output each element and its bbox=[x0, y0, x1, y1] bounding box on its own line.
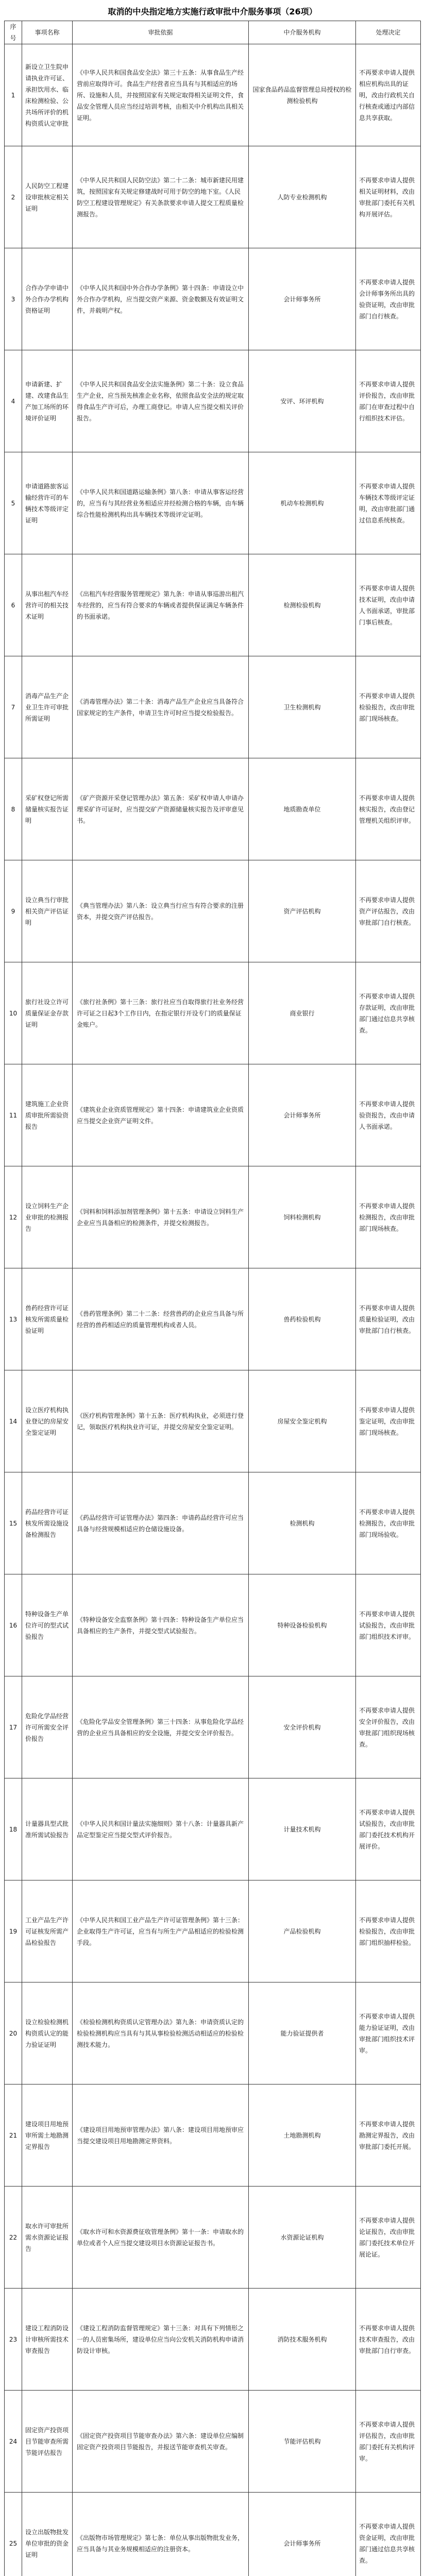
approval-basis: 《特种设备安全监察条例》第十四条：特种设备生产单位应当具备相应的生产条件，并提交型式试验报告。 bbox=[73, 1574, 249, 1676]
row-number: 5 bbox=[5, 452, 22, 554]
handling-decision: 不再要求申请人提供相应机构出具的证明，改由行政机关自行核查或通过内部信息共享获取。 bbox=[356, 44, 421, 146]
row-number: 9 bbox=[5, 860, 22, 962]
approval-basis: 《中华人民共和国道路运输条例》第八条：申请从事客运经营的，应当有与其经营业务相适应并经检测合格的车辆，由车辆综合性能检测机构出具车辆技术等级评定证明。 bbox=[73, 452, 249, 554]
table-row bbox=[5, 350, 421, 452]
row-number: 21 bbox=[5, 2084, 22, 2187]
handling-decision: 不再要求申请人提供存款证明，改由审批部门通过信息共享核查。 bbox=[356, 962, 421, 1064]
item-name: 计量器具型式批准所需试验报告 bbox=[22, 1778, 73, 1880]
items-table bbox=[4, 21, 421, 2576]
row-number: 6 bbox=[5, 554, 22, 656]
table-row bbox=[5, 1676, 421, 1778]
handling-decision: 不再要求申请人提供核实报告，改由登记管理机关组织评审。 bbox=[356, 758, 421, 860]
handling-decision: 不再要求申请人提供相关证明材料，改由审批部门委托有关机构开展评估。 bbox=[356, 146, 421, 248]
service-institution: 地质勘查单位 bbox=[249, 758, 356, 860]
row-number: 4 bbox=[5, 350, 22, 452]
table-body bbox=[5, 44, 421, 2576]
item-name: 建设工程消防设计审核所需技术审查报告 bbox=[22, 2289, 73, 2391]
table-row bbox=[5, 44, 421, 146]
service-institution: 水资源论证机构 bbox=[249, 2187, 356, 2289]
service-institution: 兽药检验机构 bbox=[249, 1268, 356, 1370]
handling-decision: 不再要求申请人提供检测报告，改由审批部门现场验收。 bbox=[356, 1472, 421, 1574]
service-institution: 土地勘测机构 bbox=[249, 2084, 356, 2187]
item-name: 设立饲料生产企业审批的检测报告 bbox=[22, 1166, 73, 1268]
item-name: 工业产品生产许可证核发所需产品检验报告 bbox=[22, 1880, 73, 1982]
table-header bbox=[5, 21, 421, 44]
service-institution: 会计师事务所 bbox=[249, 248, 356, 350]
table-row bbox=[5, 1268, 421, 1370]
approval-basis: 《矿产资源开采登记管理办法》第五条：采矿权申请人申请办理采矿许可证时，应当提交矿产资源储量核实报告及评审意见书。 bbox=[73, 758, 249, 860]
handling-decision: 不再要求申请人提供评估报告，改由审批部门委托有关机构评审。 bbox=[356, 2391, 421, 2493]
item-name: 人民防空工程建设审批核定相关证明 bbox=[22, 146, 73, 248]
item-name: 兽药经营许可证核发所需质量检验证明 bbox=[22, 1268, 73, 1370]
approval-basis: 《取水许可和水资源费征收管理条例》第十一条：申请取水的单位或者个人应当提交建设项目水资源论证报告书。 bbox=[73, 2187, 249, 2289]
row-number: 19 bbox=[5, 1880, 22, 1982]
approval-basis: 《检验检测机构资质认定管理办法》第九条：申请资质认定的检验检测机构应当具有与其从事检验检测活动相适应的检验检测技术能力。 bbox=[73, 1982, 249, 2084]
handling-decision: 不再要求申请人提供检测报告，改由审批部门现场核查。 bbox=[356, 1166, 421, 1268]
row-number: 13 bbox=[5, 1268, 22, 1370]
row-number: 3 bbox=[5, 248, 22, 350]
row-number: 22 bbox=[5, 2187, 22, 2289]
table-row bbox=[5, 656, 421, 758]
item-name: 采矿权登记所需储量核实报告证明 bbox=[22, 758, 73, 860]
item-name: 设立检验检测机构资质认定的能力验证证明 bbox=[22, 1982, 73, 2084]
table-row bbox=[5, 2289, 421, 2391]
handling-decision: 不再要求申请人提供勘测定界报告，改由审批部门委托开展。 bbox=[356, 2084, 421, 2187]
item-name: 固定资产投资项目节能审查所需节能评估报告 bbox=[22, 2391, 73, 2493]
approval-basis: 《固定资产投资项目节能审查办法》第六条：建设单位应编制固定资产投资项目节能报告，并报送节能审查机关审查。 bbox=[73, 2391, 249, 2493]
service-institution: 房屋安全鉴定机构 bbox=[249, 1370, 356, 1472]
service-institution: 人防专业检测机构 bbox=[249, 146, 356, 248]
handling-decision: 不再要求申请人提供质量检验证明，改由审批部门自行核查。 bbox=[356, 1268, 421, 1370]
item-name: 设立典当行审批相关资产评估证明 bbox=[22, 860, 73, 962]
table-row bbox=[5, 2187, 421, 2289]
item-name: 药品经营许可证核发所需设施设备检测报告 bbox=[22, 1472, 73, 1574]
service-institution: 机动车检测机构 bbox=[249, 452, 356, 554]
handling-decision: 不再要求申请人提供技术审查报告，改由审批部门自行审查。 bbox=[356, 2289, 421, 2391]
service-institution: 卫生检测机构 bbox=[249, 656, 356, 758]
item-name: 设立出版物批发单位审批的资金证明 bbox=[22, 2493, 73, 2576]
approval-basis: 《中华人民共和国工业产品生产许可证管理条例》第十三条：企业取得生产许可证，应当有与所生产产品相适应的检验检测手段。 bbox=[73, 1880, 249, 1982]
item-name: 申请新建、扩建、改建食品生产加工场所的环境评价证明 bbox=[22, 350, 73, 452]
table-row bbox=[5, 2084, 421, 2187]
item-name: 旅行社设立许可质量保证金存款证明 bbox=[22, 962, 73, 1064]
row-number: 11 bbox=[5, 1064, 22, 1166]
item-name: 特种设备生产单位许可的型式试验报告 bbox=[22, 1574, 73, 1676]
handling-decision: 不再要求申请人提供验资报告，改由申请人书面承诺。 bbox=[356, 1064, 421, 1166]
handling-decision: 不再要求申请人提供会计师事务所出具的验资证明，改由审批部门自行核查。 bbox=[356, 248, 421, 350]
table-row bbox=[5, 554, 421, 656]
table-row bbox=[5, 1880, 421, 1982]
service-institution: 检测检验机构 bbox=[249, 554, 356, 656]
item-name: 建筑施工企业资质审批所需验资报告 bbox=[22, 1064, 73, 1166]
approval-basis: 《中华人民共和国食品安全法》第三十五条：从事食品生产经营前应取得许可。食品生产经营者应当具有与其相适应的场所、设施和人员，并按照国家有关规定取得相关证明文件，食品安全管理人员应当经过培训考核，由相关中介机构出具相关证明。 bbox=[73, 44, 249, 146]
service-institution: 商业银行 bbox=[249, 962, 356, 1064]
row-number: 18 bbox=[5, 1778, 22, 1880]
approval-basis: 《中华人民共和国人民防空法》第二十二条：城市新建民用建筑，按照国家有关规定修建战时可用于防空的地下室。《人民防空工程建设管理规定》有关条款要求申请人提交工程质量检测报告。 bbox=[73, 146, 249, 248]
row-number: 10 bbox=[5, 962, 22, 1064]
item-name: 合作办学申请中外合作办学机构资格证明 bbox=[22, 248, 73, 350]
service-institution: 饲料检测机构 bbox=[249, 1166, 356, 1268]
service-institution: 会计师事务所 bbox=[249, 2493, 356, 2576]
service-institution: 会计师事务所 bbox=[249, 1064, 356, 1166]
item-name: 建设项目用地预审所需土地勘测定界报告 bbox=[22, 2084, 73, 2187]
table-row bbox=[5, 1472, 421, 1574]
table-row bbox=[5, 1064, 421, 1166]
item-name: 设立医疗机构执业登记的房屋安全鉴定证明 bbox=[22, 1370, 73, 1472]
approval-basis: 《兽药管理条例》第二十二条：经营兽药的企业应当具备与所经营的兽药相适应的质量管理机构或者人员。 bbox=[73, 1268, 249, 1370]
header-name: 事项名称 bbox=[22, 21, 73, 44]
approval-basis: 《医疗机构管理条例》第十五条：医疗机构执业，必须进行登记，领取医疗机构执业许可证，并提交房屋安全鉴定证明。 bbox=[73, 1370, 249, 1472]
row-number: 14 bbox=[5, 1370, 22, 1472]
approval-basis: 《旅行社条例》第十三条：旅行社应当自取得旅行社业务经营许可证之日起3个工作日内，在指定银行开设专门的质量保证金账户。 bbox=[73, 962, 249, 1064]
approval-basis: 《建筑业企业资质管理规定》第十四条：申请建筑业企业资质应当提交企业资产证明文件。 bbox=[73, 1064, 249, 1166]
header-institution: 中介服务机构 bbox=[249, 21, 356, 44]
row-number: 25 bbox=[5, 2493, 22, 2576]
row-number: 15 bbox=[5, 1472, 22, 1574]
row-number: 24 bbox=[5, 2391, 22, 2493]
item-name: 危险化学品经营许可所需安全评价报告 bbox=[22, 1676, 73, 1778]
handling-decision: 不再要求申请人提供论证报告，改由审批部门委托技术单位开展论证。 bbox=[356, 2187, 421, 2289]
item-name: 从事出租汽车经营许可的相关技术证明 bbox=[22, 554, 73, 656]
item-name: 取水许可审批所需水资源论证报告 bbox=[22, 2187, 73, 2289]
header-decision: 处理决定 bbox=[356, 21, 421, 44]
row-number: 16 bbox=[5, 1574, 22, 1676]
table-row bbox=[5, 2493, 421, 2576]
handling-decision: 不再要求申请人提供安全评价报告，改由审批部门组织现场核查。 bbox=[356, 1676, 421, 1778]
service-institution: 安评、环评机构 bbox=[249, 350, 356, 452]
item-name: 消毒产品生产企业卫生许可审批所需证明 bbox=[22, 656, 73, 758]
service-institution: 安全评价机构 bbox=[249, 1676, 356, 1778]
service-institution: 检测机构 bbox=[249, 1472, 356, 1574]
approval-basis: 《建设工程消防监督管理规定》第十三条：对具有下列情形之一的人员密集场所，建设单位应当向公安机关消防机构申请消防设计审核。 bbox=[73, 2289, 249, 2391]
approval-basis: 《出版物市场管理规定》第七条：单位从事出版物批发业务，应当具备与其业务规模相适应的注册资本。 bbox=[73, 2493, 249, 2576]
table-row bbox=[5, 1778, 421, 1880]
approval-basis: 《建设项目用地预审管理办法》第八条：建设项目用地预审应当提交建设项目用地勘测定界资料。 bbox=[73, 2084, 249, 2187]
handling-decision: 不再要求申请人提供评价报告，改由审批部门在审查过程中自行组织技术评估。 bbox=[356, 350, 421, 452]
handling-decision: 不再要求申请人提供检验报告，改由审批部门组织抽样检验。 bbox=[356, 1880, 421, 1982]
table-row bbox=[5, 452, 421, 554]
row-number: 23 bbox=[5, 2289, 22, 2391]
approval-basis: 《典当管理办法》第八条：设立典当行应当有符合要求的注册资本，并提交资产评估报告。 bbox=[73, 860, 249, 962]
row-number: 1 bbox=[5, 44, 22, 146]
service-institution: 特种设备检验机构 bbox=[249, 1574, 356, 1676]
service-institution: 国家食品药品监督管理总局授权的检测检验机构 bbox=[249, 44, 356, 146]
handling-decision: 不再要求申请人提供能力验证证明，改由审批部门组织技术评审。 bbox=[356, 1982, 421, 2084]
item-name: 申请道路旅客运输经营许可的车辆技术等级评定证明 bbox=[22, 452, 73, 554]
row-number: 12 bbox=[5, 1166, 22, 1268]
handling-decision: 不再要求申请人提供资金证明，改由审批部门通过信息共享核查。 bbox=[356, 2493, 421, 2576]
approval-basis: 《中华人民共和国中外合作办学条例》第十四条：申请设立中外合作办学机构，应当提交资产来源、资金数额及有效证明文件，并载明产权。 bbox=[73, 248, 249, 350]
service-institution: 能力验证提供者 bbox=[249, 1982, 356, 2084]
approval-basis: 《药品经营许可证管理办法》第四条：申请药品经营许可应当具备与经营规模相适应的仓储设施设备。 bbox=[73, 1472, 249, 1574]
row-number: 2 bbox=[5, 146, 22, 248]
table-row bbox=[5, 248, 421, 350]
table-row bbox=[5, 2391, 421, 2493]
handling-decision: 不再要求申请人提供技术证明，改由申请人书面承诺，审批部门事后核查。 bbox=[356, 554, 421, 656]
approval-basis: 《危险化学品安全管理条例》第三十四条：从事危险化学品经营的企业应当具备相应的安全设施，并提交安全评价报告。 bbox=[73, 1676, 249, 1778]
service-institution: 计量技术机构 bbox=[249, 1778, 356, 1880]
handling-decision: 不再要求申请人提供试验报告，改由审批部门委托技术机构开展评价。 bbox=[356, 1778, 421, 1880]
row-number: 7 bbox=[5, 656, 22, 758]
table-row bbox=[5, 962, 421, 1064]
handling-decision: 不再要求申请人提供试验报告，改由审批部门组织技术评审。 bbox=[356, 1574, 421, 1676]
handling-decision: 不再要求申请人提供资产评估报告，改由审批部门自行核查。 bbox=[356, 860, 421, 962]
handling-decision: 不再要求申请人提供检验报告，改由审批部门现场核查。 bbox=[356, 656, 421, 758]
table-row bbox=[5, 758, 421, 860]
table-row bbox=[5, 1982, 421, 2084]
handling-decision: 不再要求申请人提供鉴定证明，改由审批部门现场核查。 bbox=[356, 1370, 421, 1472]
approval-basis: 《出租汽车经营服务管理规定》第九条：申请从事巡游出租汽车经营的，应当有符合要求的车辆或者提供保证满足车辆条件的书面承诺。 bbox=[73, 554, 249, 656]
row-number: 20 bbox=[5, 1982, 22, 2084]
table-row bbox=[5, 860, 421, 962]
item-name: 新设立卫生院申请执业许可证、承担饮用水、临床检测检验、公共场所评价的机构资质认定审批 bbox=[22, 44, 73, 146]
service-institution: 产品检验机构 bbox=[249, 1880, 356, 1982]
service-institution: 节能评估机构 bbox=[249, 2391, 356, 2493]
approval-basis: 《消毒管理办法》第二十条：消毒产品生产企业应当具备符合国家规定的生产条件，申请卫生许可时应当提交检验报告。 bbox=[73, 656, 249, 758]
table-row bbox=[5, 1574, 421, 1676]
handling-decision: 不再要求申请人提供车辆技术等级评定证明，改由审批部门通过信息系统核查。 bbox=[356, 452, 421, 554]
approval-basis: 《中华人民共和国计量法实施细则》第十八条：计量器具新产品定型鉴定应当提交型式评价报告。 bbox=[73, 1778, 249, 1880]
row-number: 8 bbox=[5, 758, 22, 860]
row-number: 17 bbox=[5, 1676, 22, 1778]
service-institution: 消防技术服务机构 bbox=[249, 2289, 356, 2391]
approval-basis: 《饲料和饲料添加剂管理条例》第十五条：申请设立饲料生产企业应当具备相应的检测条件，并提交检测报告。 bbox=[73, 1166, 249, 1268]
table-row bbox=[5, 146, 421, 248]
page-title: 取消的中央指定地方实施行政审批中介服务事项（26项） bbox=[108, 7, 317, 16]
table-row bbox=[5, 1370, 421, 1472]
header-basis: 审批依据 bbox=[73, 21, 249, 44]
header-no: 序号 bbox=[5, 21, 22, 44]
approval-basis: 《中华人民共和国食品安全法实施条例》第二十条：设立食品生产企业，应当预先核准企业名称，依照食品安全法的规定取得食品生产许可后，办理工商登记。申请人应当提交相关评价报告。 bbox=[73, 350, 249, 452]
table-row bbox=[5, 1166, 421, 1268]
service-institution: 资产评估机构 bbox=[249, 860, 356, 962]
